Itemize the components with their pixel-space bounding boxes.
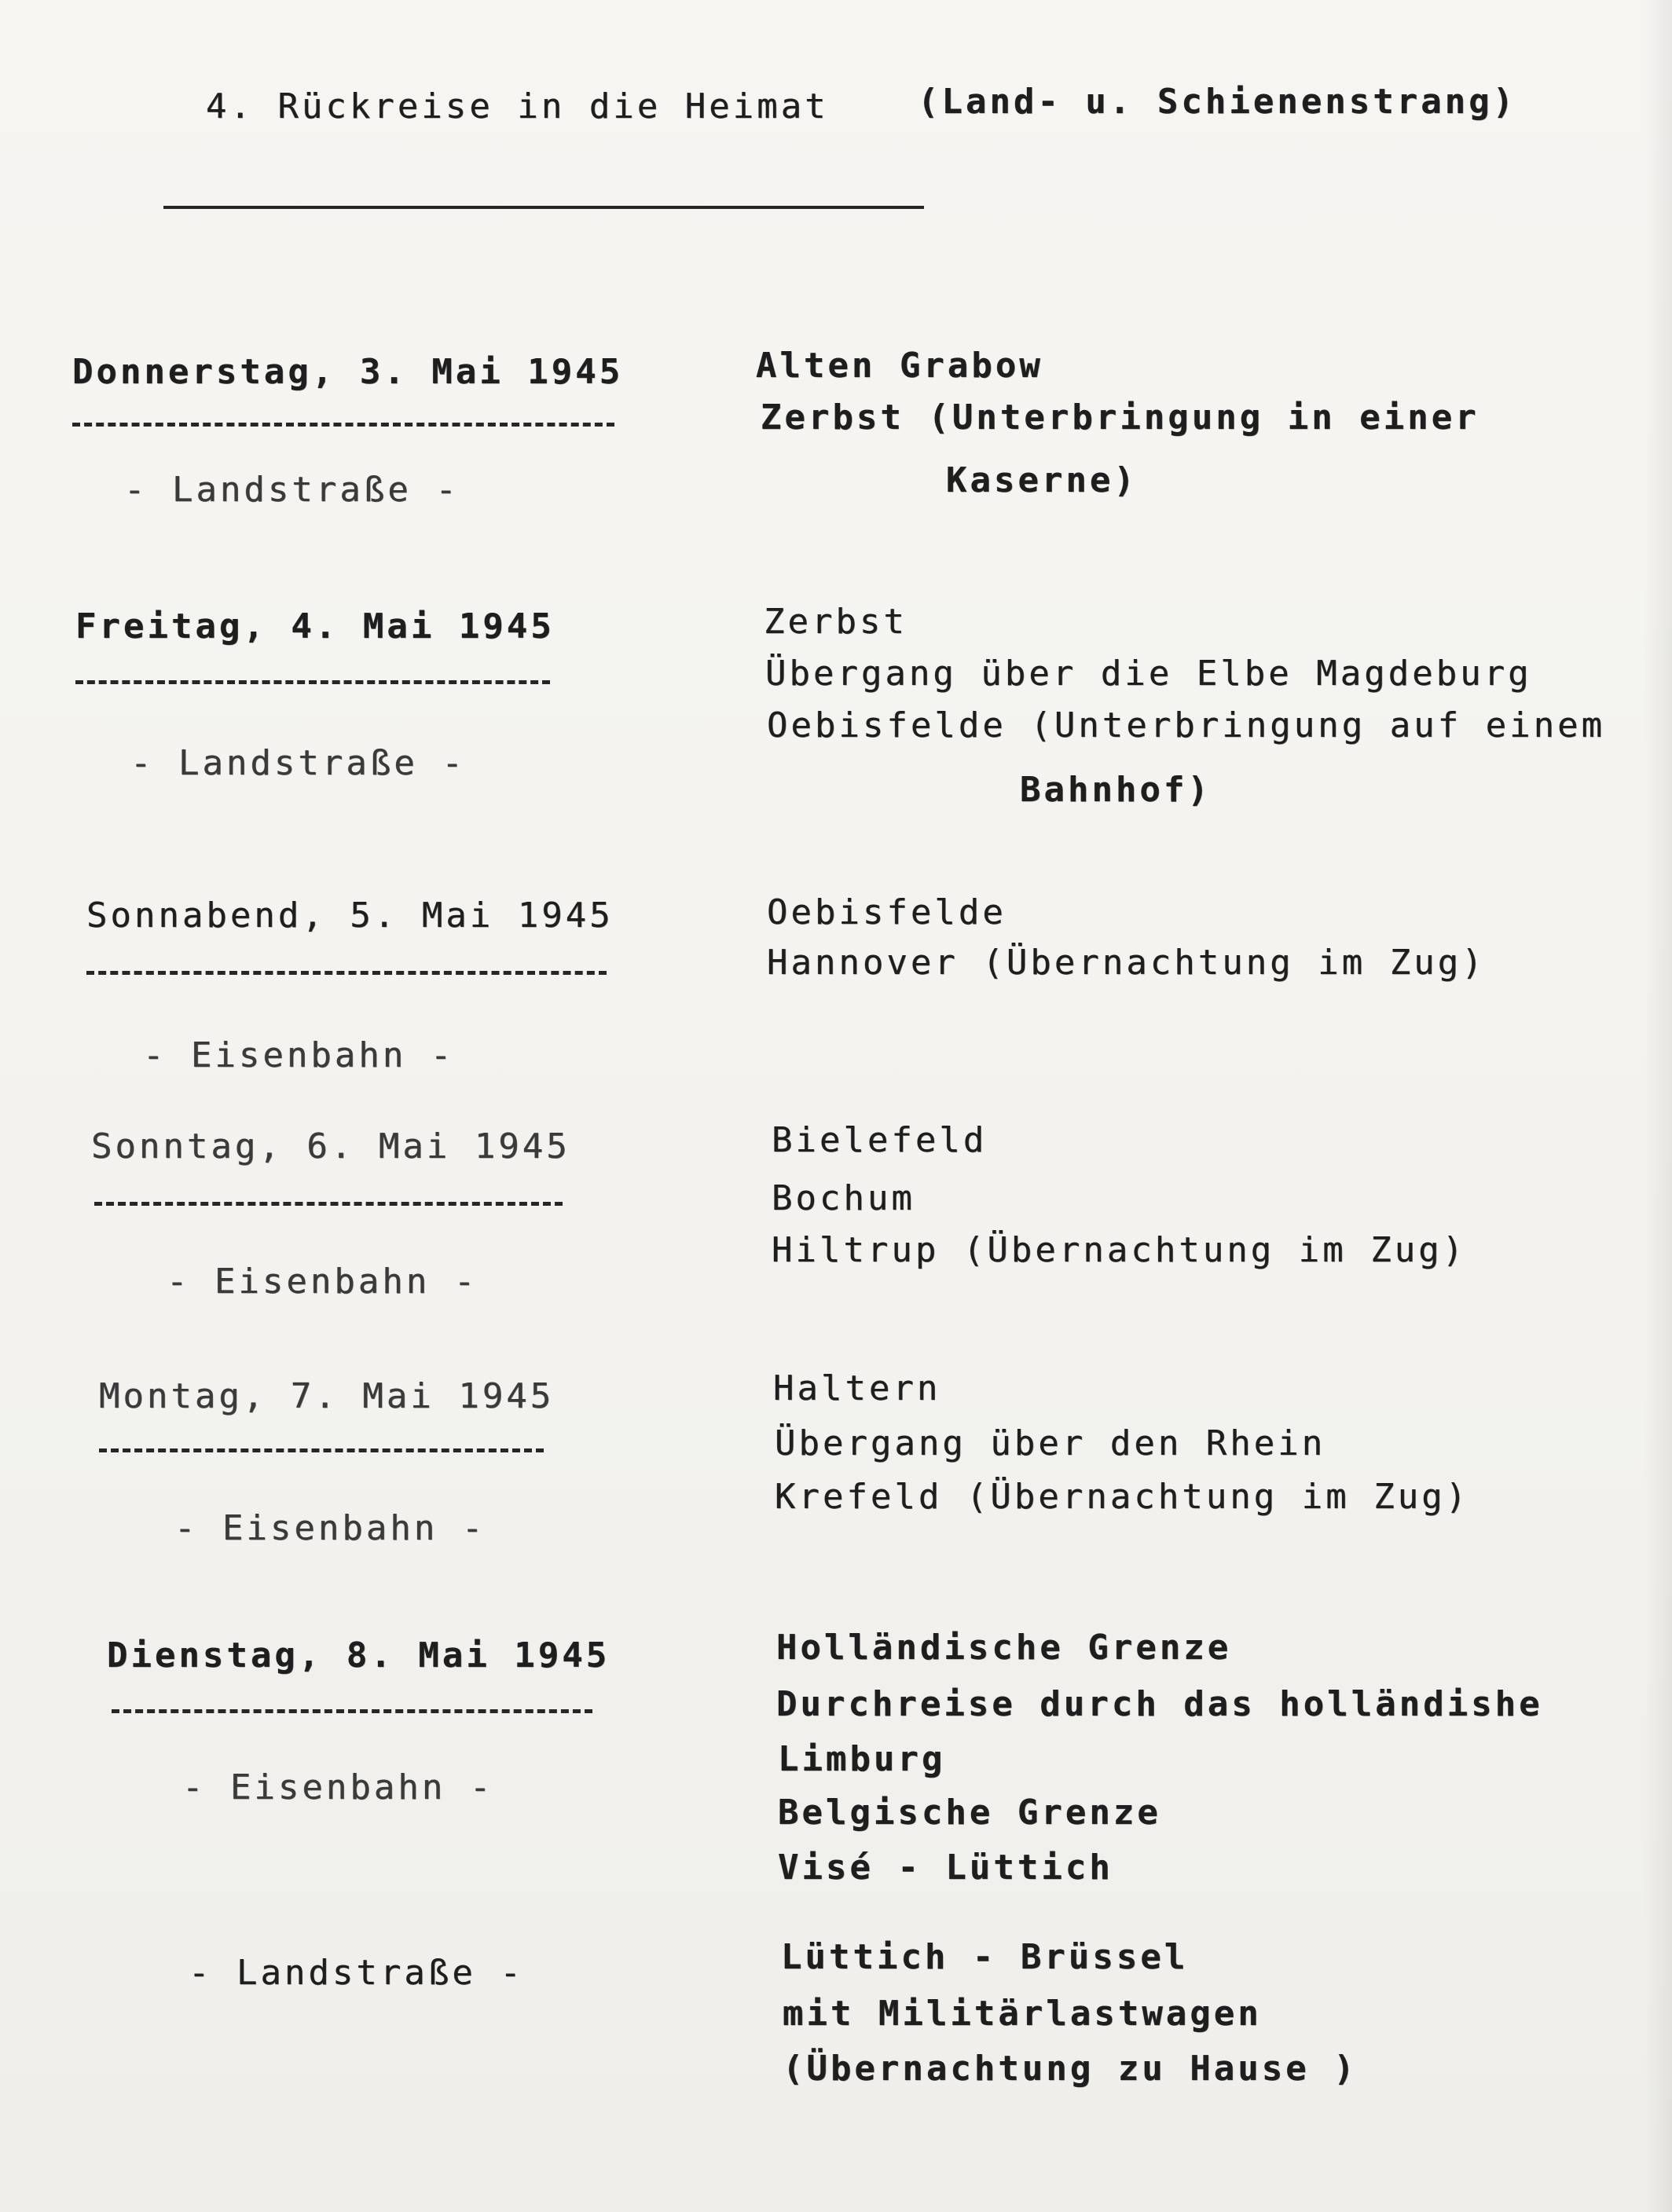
place-line: Übergang über die Elbe Magdeburg (765, 654, 1532, 694)
entry-date: Montag, 7. Mai 1945 (99, 1376, 555, 1416)
place-line: Zerbst (Unterbringung in einer (761, 397, 1480, 438)
place-line: (Übernachtung zu Hause ) (783, 2049, 1358, 2089)
place-line: Krefeld (Übernachtung im Zug) (775, 1477, 1470, 1517)
place-line: Hiltrup (Übernachtung im Zug) (772, 1230, 1467, 1270)
document-title: 4. Rückreise in die Heimat (206, 86, 829, 126)
place-line: Visé - Lüttich (778, 1848, 1113, 1888)
place-line: Limburg (778, 1739, 946, 1779)
date-underline (94, 1202, 563, 1206)
place-line: Hannover (Übernachtung im Zug) (767, 943, 1486, 983)
transport-mode: - Landstraße - (189, 1953, 524, 1993)
document-subtitle: (Land- u. Schienenstrang) (918, 82, 1517, 122)
place-line: Kaserne) (946, 460, 1138, 500)
place-line: Alten Grabow (756, 346, 1043, 386)
date-underline (86, 971, 607, 975)
date-underline (72, 423, 614, 427)
date-underline (75, 680, 550, 684)
transport-mode: - Eisenbahn - (174, 1508, 486, 1548)
place-line: Bielefeld (772, 1120, 988, 1160)
place-line: Oebisfelde (767, 892, 1006, 932)
transport-mode: - Landstraße - (124, 470, 460, 510)
transport-mode: - Eisenbahn - (143, 1035, 455, 1075)
place-line: Lüttich - Brüssel (781, 1937, 1189, 1977)
entry-date: Sonntag, 6. Mai 1945 (91, 1126, 570, 1166)
place-line: Belgische Grenze (778, 1793, 1161, 1833)
entry-date: Freitag, 4. Mai 1945 (75, 606, 555, 646)
place-line: Durchreise durch das holländishe (776, 1684, 1543, 1724)
place-line: Übergang über den Rhein (775, 1423, 1326, 1463)
entry-date: Sonnabend, 5. Mai 1945 (86, 895, 614, 936)
transport-mode: - Eisenbahn - (182, 1767, 494, 1807)
transport-mode: - Landstraße - (130, 743, 466, 783)
date-underline (112, 1709, 592, 1713)
entry-date: Donnerstag, 3. Mai 1945 (72, 352, 624, 392)
date-underline (99, 1448, 544, 1452)
place-line: Holländische Grenze (776, 1628, 1232, 1668)
title-underline (163, 206, 924, 209)
place-line: Oebisfelde (Unterbringung auf einem (767, 705, 1606, 745)
page-edge-shadow (1644, 0, 1672, 2212)
transport-mode: - Eisenbahn - (167, 1262, 478, 1302)
place-line: Bochum (772, 1178, 915, 1218)
entry-date: Dienstag, 8. Mai 1945 (107, 1635, 610, 1675)
place-line: Zerbst (764, 602, 908, 642)
place-line: Haltern (773, 1368, 941, 1408)
place-line: mit Militärlastwagen (783, 1994, 1262, 2034)
place-line: Bahnhof) (1020, 770, 1212, 810)
